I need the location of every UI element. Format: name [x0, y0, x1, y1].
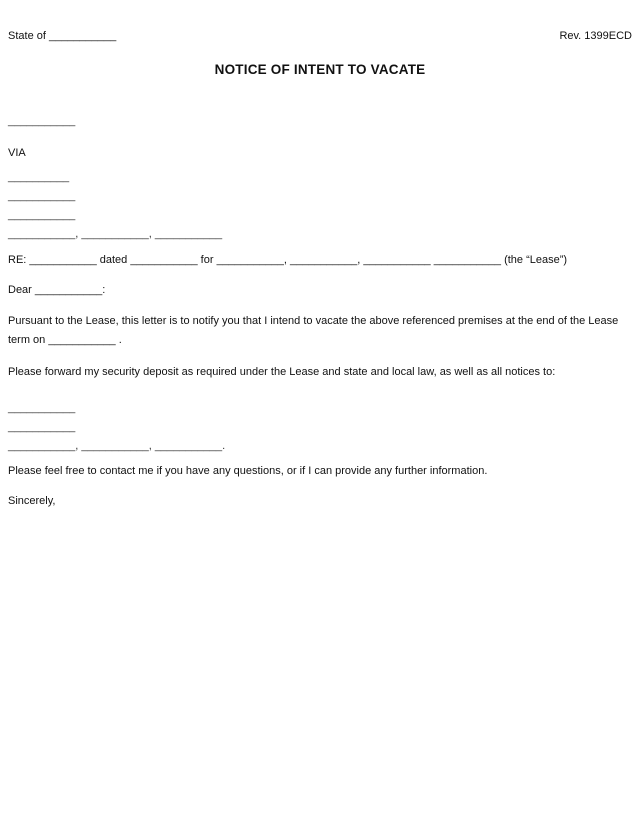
forward-address-block — [8, 399, 632, 456]
document-header — [8, 27, 632, 46]
recipient-address-block — [8, 168, 632, 244]
document-title: NOTICE OF INTENT TO VACATE — [214, 62, 426, 77]
blank-line-city-state-zip: ___________, ___________, ___________ — [8, 228, 223, 240]
paragraph-vacate-notice: Pursuant to the Lease, this letter is to notify you that I intend to vacate the above referenced premises at the end of the Lease term on ___________ . — [8, 315, 622, 346]
re-line: RE: ___________ dated ___________ for ___________, ___________, ___________ ___________ (the “Lease”) — [8, 254, 568, 266]
closing: Sincerely, — [8, 495, 56, 507]
blank-line: __________ — [8, 171, 70, 183]
blank-line-date: ___________ — [8, 115, 76, 127]
revision-label: Rev. 1399ECD — [559, 30, 632, 42]
via-label: VIA — [8, 147, 26, 159]
state-of-line: State of ___________ — [8, 30, 117, 42]
blank-line: ___________ — [8, 190, 76, 202]
paragraph-security-deposit: Please forward my security deposit as required under the Lease and state and local law, as well as all notices to: — [8, 366, 556, 378]
blank-line: ___________ — [8, 402, 76, 414]
paragraph-contact: Please feel free to contact me if you have any questions, or if I can provide any further information. — [8, 465, 488, 477]
salutation: Dear ___________: — [8, 284, 106, 296]
blank-line: ___________ — [8, 209, 76, 221]
blank-line: ___________ — [8, 421, 76, 433]
blank-line-city-state-zip: ___________, ___________, ___________. — [8, 440, 226, 452]
